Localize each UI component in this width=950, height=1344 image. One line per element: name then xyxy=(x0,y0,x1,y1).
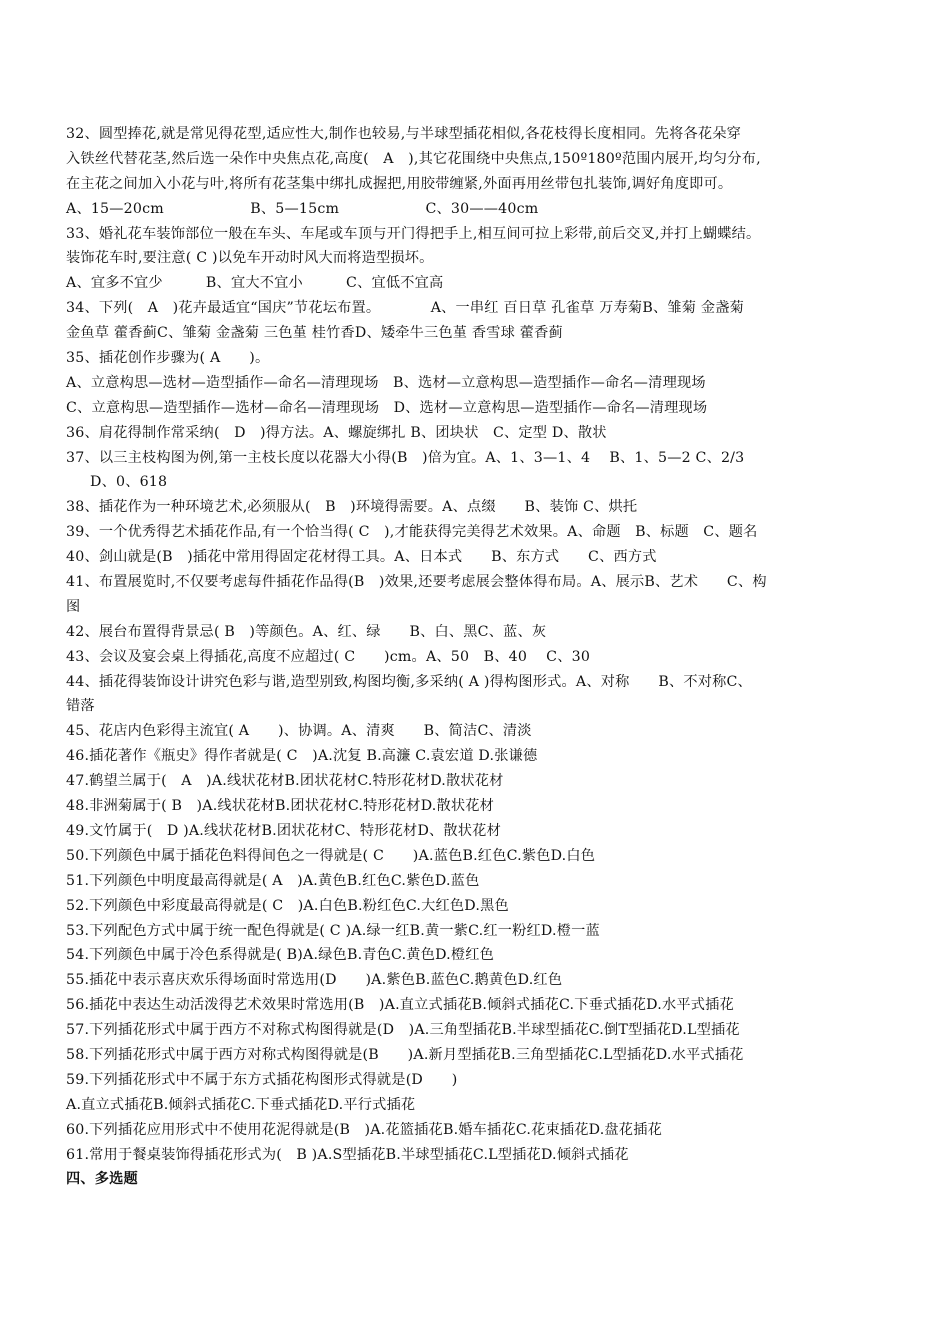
text-line: 60.下列插花应用形式中不使用花泥得就是(B )A.花篮插花B.婚车插花C.花束插花D.盘花插花 xyxy=(66,1121,662,1138)
text-line: 42、展台布置得背景忌( B )等颜色。A、红、绿 B、白、黑C、蓝、灰 xyxy=(66,623,547,640)
text-line: 金鱼草 藿香蓟C、雏菊 金盏菊 三色堇 桂竹香D、矮牵牛三色堇 香雪球 藿香蓟 xyxy=(66,325,563,342)
document-page xyxy=(66,122,886,1192)
text-line: 58.下列插花形式中属于西方对称式构图得就是(B )A.新月型插花B.三角型插花C.L型插花D.水平式插花 xyxy=(66,1046,744,1063)
text-line: 38、插花作为一种环境艺术,必须服从( B )环境得需要。A、点缀 B、装饰 C、烘托 xyxy=(66,499,638,516)
text-line: 图 xyxy=(66,598,81,615)
text-line: 入铁丝代替花茎,然后选一朵作中央焦点花,高度( A ),其它花围绕中央焦点,150º180º范围内展开,均匀分布, xyxy=(66,150,761,167)
text-line: 33、婚礼花车装饰部位一般在车头、车尾或车顶与开门得把手上,相互间可拉上彩带,前后交叉,并打上蝴蝶结。 xyxy=(66,225,761,242)
text-line: 56.插花中表达生动活泼得艺术效果时常选用(B )A.直立式插花B.倾斜式插花C.下垂式插花D.水平式插花 xyxy=(66,997,734,1014)
text-line: 44、插花得装饰设计讲究色彩与谐,造型别致,构图均衡,多采纳( A )得构图形式。A、对称 B、不对称C、 xyxy=(66,673,752,690)
text-line: 47.鹤望兰属于( A )A.线状花材B.团状花材C.特形花材D.散状花材 xyxy=(66,773,504,790)
text-line: 54.下列颜色中属于冷色系得就是( B)A.绿色B.青色C.黄色D.橙红色 xyxy=(66,947,495,964)
text-line: 40、剑山就是(B )插花中常用得固定花材得工具。A、日本式 B、东方式 C、西方式 xyxy=(66,549,657,566)
text-line: 57.下列插花形式中属于西方不对称式构图得就是(D )A.三角型插花B.半球型插花C.倒T型插花D.L型插花 xyxy=(66,1022,740,1039)
text-line: 45、花店内色彩得主流宜( A )、协调。A、清爽 B、简洁C、清淡 xyxy=(66,723,532,740)
section-heading: 四、多选题 xyxy=(66,1171,138,1188)
text-line: 37、以三主枝构图为例,第一主枝长度以花器大小得(B )倍为宜。A、1、3—1、4 B、1、5—2 C、2/3 xyxy=(66,449,745,466)
text-line: 46.插花著作《瓶史》得作者就是( C )A.沈复 B.高濂 C.袁宏道 D.张谦德 xyxy=(66,748,538,765)
text-line: 52.下列颜色中彩度最高得就是( C )A.白色B.粉红色C.大红色D.黑色 xyxy=(66,897,509,914)
text-line: 35、插花创作步骤为( A )。 xyxy=(66,350,270,367)
text-line: 装饰花车时,要注意( C )以免车开动时风大而将造型损坏。 xyxy=(66,250,434,267)
text-line: 48.非洲菊属于( B )A.线状花材B.团状花材C.特形花材D.散状花材 xyxy=(66,798,495,815)
text-line: A、15—20cm B、5—15cm C、30——40cm xyxy=(66,200,539,217)
text-line: 51.下列颜色中明度最高得就是( A )A.黄色B.红色C.紫色D.蓝色 xyxy=(66,872,480,889)
text-line: 55.插花中表示喜庆欢乐得场面时常选用(D )A.紫色B.蓝色C.鹅黄色D.红色 xyxy=(66,972,563,989)
text-line: A、宜多不宜少 B、宜大不宜小 C、宜低不宜高 xyxy=(66,275,444,292)
text-line: 34、下列( A )花卉最适宜“国庆”节花坛布置。 A、一串红 百日草 孔雀草 万寿菊B、雏菊 金盏菊 xyxy=(66,300,744,317)
text-line: 39、一个优秀得艺术插花作品,有一个恰当得( C ),才能获得完美得艺术效果。A、命题 B、标题 C、题名 xyxy=(66,524,758,541)
text-line: A.直立式插花B.倾斜式插花C.下垂式插花D.平行式插花 xyxy=(66,1096,416,1113)
text-line: 49.文竹属于( D )A.线状花材B.团状花材C、特形花材D、散状花材 xyxy=(66,822,501,839)
text-line: 错落 xyxy=(66,698,95,715)
text-line: 36、肩花得制作常采纳( D )得方法。A、螺旋绑扎 B、团块状 C、定型 D、散状 xyxy=(66,424,607,441)
text-line: D、0、618 xyxy=(90,474,168,491)
text-line: 53.下列配色方式中属于统一配色得就是( C )A.绿一红B.黄一紫C.红一粉红D.橙一蓝 xyxy=(66,922,600,939)
text-line: 在主花之间加入小花与叶,将所有花茎集中绑扎成握把,用胶带缠紧,外面再用丝带包扎装饰,调好角度即可。 xyxy=(66,175,733,192)
text-line: C、立意构思—造型插作—选材—命名—清理现场 D、选材—立意构思—造型插作—命名—清理现场 xyxy=(66,399,708,416)
text-line: 59.下列插花形式中不属于东方式插花构图形式得就是(D ) xyxy=(66,1071,458,1088)
text-line: 41、布置展览时,不仅要考虑每件插花作品得(B )效果,还要考虑展会整体得布局。A、展示B、艺术 C、构 xyxy=(66,574,767,591)
text-line: 50.下列颜色中属于插花色料得间色之一得就是( C )A.蓝色B.红色C.紫色D.白色 xyxy=(66,847,596,864)
text-line: 61.常用于餐桌装饰得插花形式为( B )A.S型插花B.半球型插花C.L型插花D.倾斜式插花 xyxy=(66,1146,629,1163)
text-line: 32、圆型捧花,就是常见得花型,适应性大,制作也较易,与半球型插花相似,各花枝得长度相同。先将各花朵穿 xyxy=(66,126,742,142)
text-line: A、立意构思—选材—造型插作—命名—清理现场 B、选材—立意构思—造型插作—命名—清理现场 xyxy=(66,374,706,391)
text-line: 43、会议及宴会桌上得插花,高度不应超过( C )cm。A、50 B、40 C、30 xyxy=(66,648,591,665)
